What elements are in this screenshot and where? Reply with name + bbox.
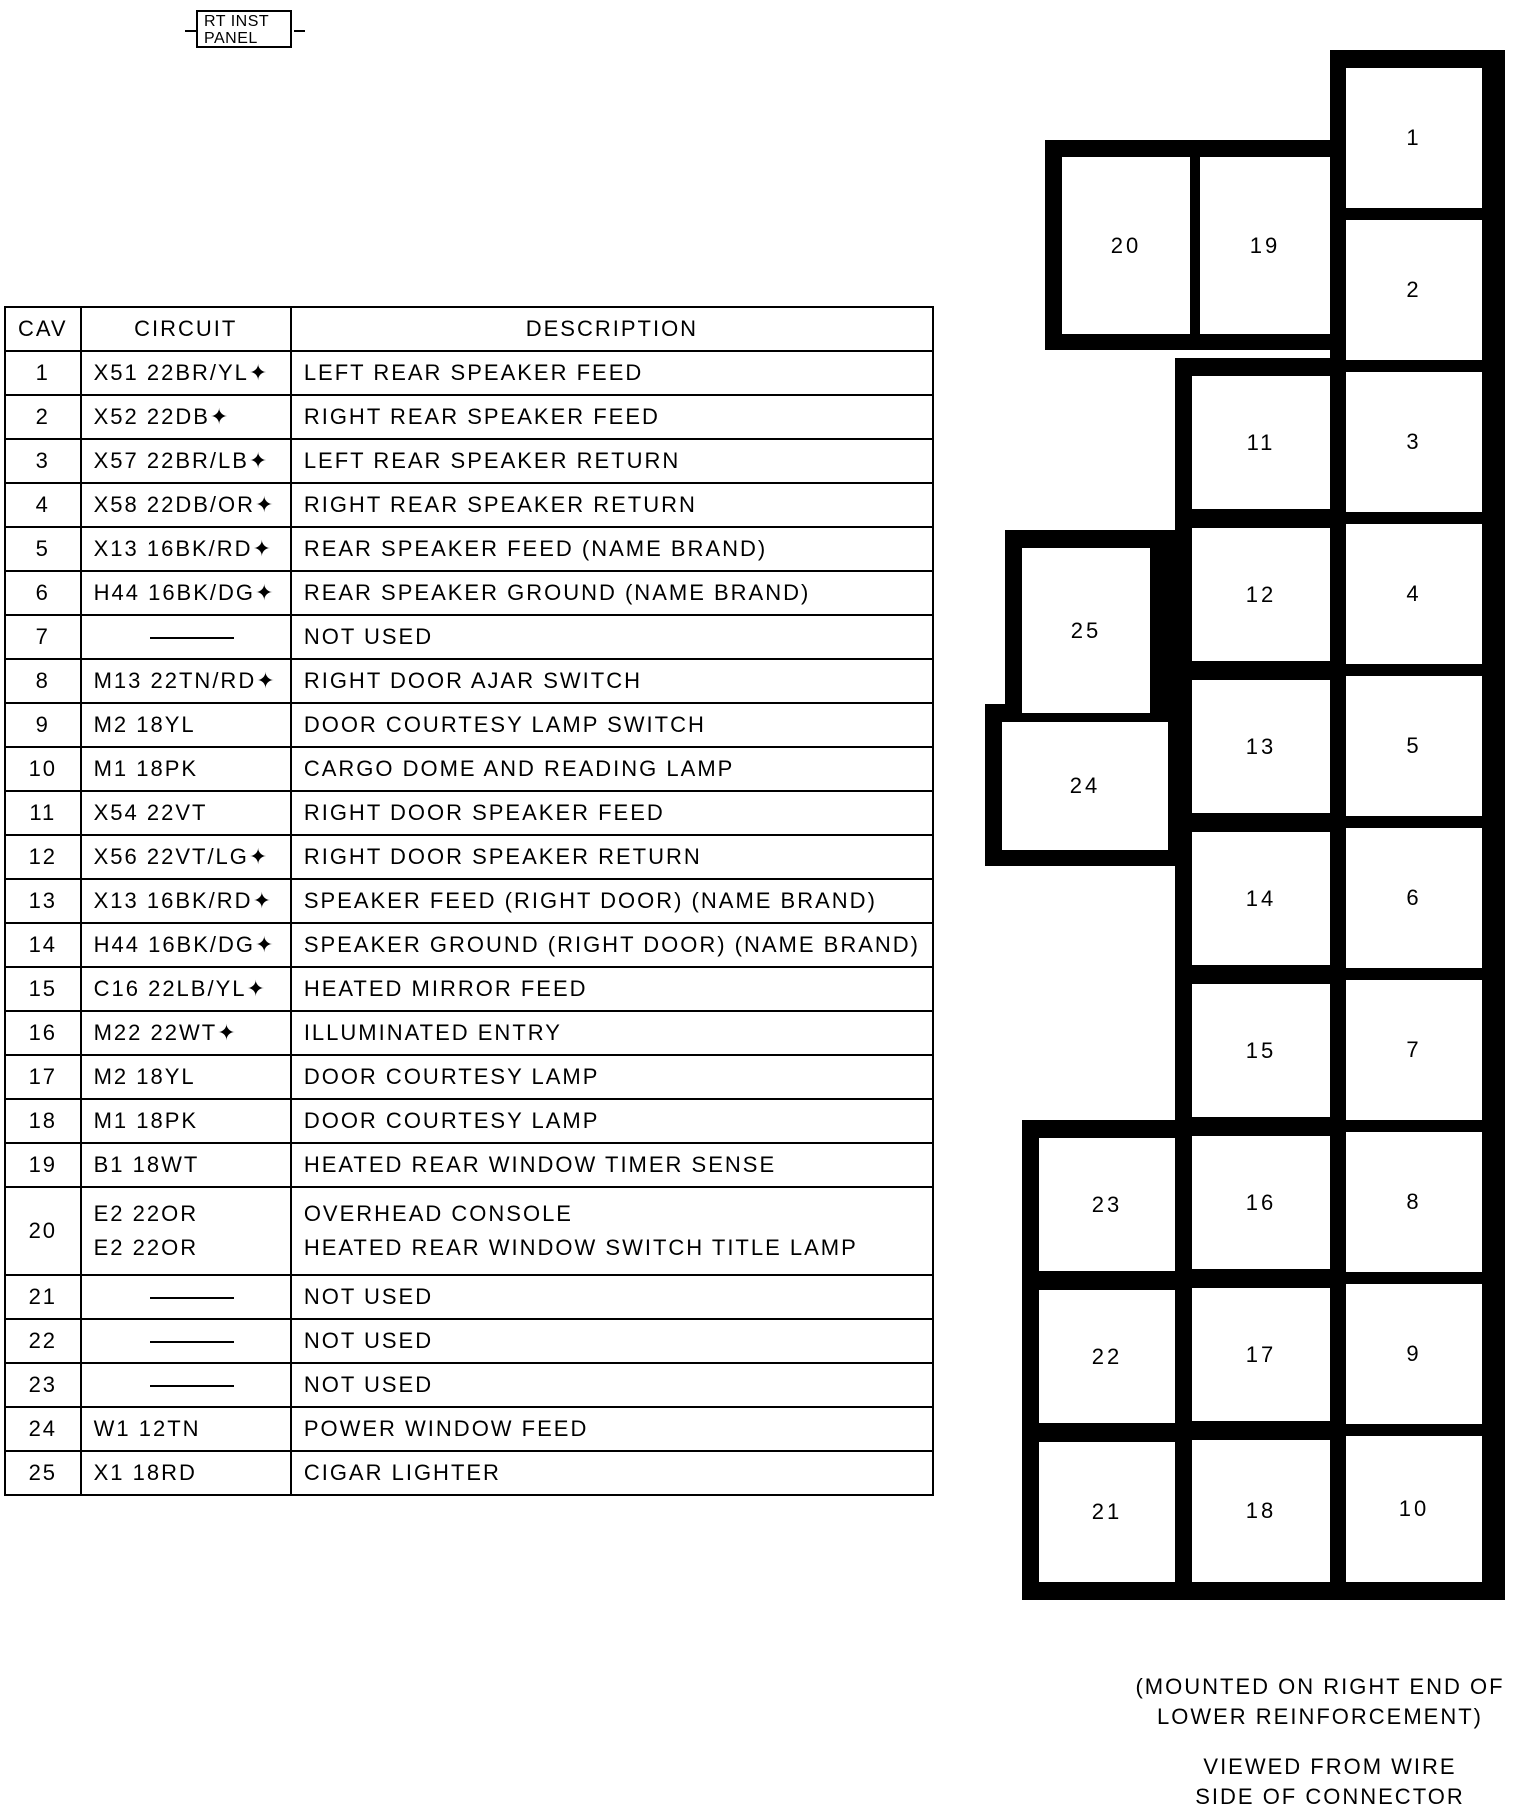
circuit-cell: X1 18RD [81,1451,291,1495]
cav-cell: 14 [5,923,81,967]
table-header-row [5,307,933,351]
circuit-cell: M2 18YL [81,703,291,747]
description-cell: RIGHT DOOR SPEAKER FEED [291,791,933,835]
cav-cell: 4 [5,483,81,527]
cavity-table [4,306,934,1496]
tag-line-2: PANEL [204,30,258,47]
description-cell: RIGHT DOOR AJAR SWITCH [291,659,933,703]
panel-tag [185,10,305,52]
circuit-cell [81,1275,291,1319]
cavity-19: 19 [1200,157,1330,334]
circuit-cell: W1 12TN [81,1407,291,1451]
view-note-line-1: VIEWED FROM WIRE [1203,1754,1457,1779]
circuit-line: E2 22OR [93,1235,199,1260]
description-cell: NOT USED [291,1363,933,1407]
table-row [5,395,933,439]
tag-box [196,10,292,48]
header-circuit: CIRCUIT [81,307,291,351]
table-row [5,1275,933,1319]
cav-cell: 8 [5,659,81,703]
mounting-note-line-2: LOWER REINFORCEMENT) [1157,1704,1483,1729]
circuit-cell: X58 22DB/OR✦ [81,483,291,527]
table-row [5,923,933,967]
table-row [5,747,933,791]
description-line: HEATED REAR WINDOW SWITCH TITLE LAMP [303,1235,858,1260]
circuit-cell: H44 16BK/DG✦ [81,571,291,615]
circuit-cell: C16 22LB/YL✦ [81,967,291,1011]
cavity-12: 12 [1192,528,1330,661]
table-row [5,527,933,571]
table-row [5,1451,933,1495]
cavity-21: 21 [1039,1442,1175,1582]
cavity-11: 11 [1192,376,1330,509]
cavity-24: 24 [1002,722,1168,850]
cav-cell: 12 [5,835,81,879]
cav-cell: 21 [5,1275,81,1319]
cavity-8: 8 [1346,1132,1482,1272]
cavity-10: 10 [1346,1436,1482,1582]
description-cell: SPEAKER GROUND (RIGHT DOOR) (NAME BRAND) [291,923,933,967]
cav-cell: 10 [5,747,81,791]
circuit-cell: X13 16BK/RD✦ [81,527,291,571]
cavity-9: 9 [1346,1284,1482,1424]
empty-circuit-dash [150,1385,234,1387]
header-description: DESCRIPTION [291,307,933,351]
description-cell: REAR SPEAKER GROUND (NAME BRAND) [291,571,933,615]
circuit-cell [81,1319,291,1363]
cavity-7: 7 [1346,980,1482,1120]
description-cell: DOOR COURTESY LAMP SWITCH [291,703,933,747]
cavity-23: 23 [1039,1138,1175,1271]
cav-cell: 9 [5,703,81,747]
cavity-13: 13 [1192,680,1330,813]
cav-cell: 22 [5,1319,81,1363]
description-cell: POWER WINDOW FEED [291,1407,933,1451]
cavity-4: 4 [1346,524,1482,664]
table-row [5,1187,933,1275]
table-row [5,1407,933,1451]
circuit-cell: M1 18PK [81,1099,291,1143]
mounting-note-line-1: (MOUNTED ON RIGHT END OF [1135,1674,1505,1699]
cavity-20: 20 [1062,157,1190,334]
circuit-cell: B1 18WT [81,1143,291,1187]
cav-cell: 11 [5,791,81,835]
table-row [5,835,933,879]
cav-cell: 3 [5,439,81,483]
description-cell: LEFT REAR SPEAKER FEED [291,351,933,395]
table-row [5,439,933,483]
cav-cell: 6 [5,571,81,615]
description-cell: LEFT REAR SPEAKER RETURN [291,439,933,483]
cav-cell: 20 [5,1187,81,1275]
cav-cell: 19 [5,1143,81,1187]
cavity-6: 6 [1346,828,1482,968]
tag-leader-right [294,30,305,32]
description-cell: CIGAR LIGHTER [291,1451,933,1495]
circuit-cell: M13 22TN/RD✦ [81,659,291,703]
table-row [5,703,933,747]
cav-cell: 7 [5,615,81,659]
view-note-line-2: SIDE OF CONNECTOR [1195,1784,1465,1809]
description-cell: ILLUMINATED ENTRY [291,1011,933,1055]
tag-leader-left [185,30,196,32]
circuit-cell: X51 22BR/YL✦ [81,351,291,395]
table-row [5,483,933,527]
description-cell: SPEAKER FEED (RIGHT DOOR) (NAME BRAND) [291,879,933,923]
circuit-cell: M2 18YL [81,1055,291,1099]
table-row [5,1319,933,1363]
table-row [5,967,933,1011]
description-cell: REAR SPEAKER FEED (NAME BRAND) [291,527,933,571]
cav-cell: 18 [5,1099,81,1143]
cavity-1: 1 [1346,68,1482,208]
description-cell: CARGO DOME AND READING LAMP [291,747,933,791]
description-cell: NOT USED [291,615,933,659]
cavity-22: 22 [1039,1290,1175,1423]
cav-cell: 16 [5,1011,81,1055]
cavity-15: 15 [1192,984,1330,1117]
cavity-16: 16 [1192,1136,1330,1269]
cavity-3: 3 [1346,372,1482,512]
cavity-5: 5 [1346,676,1482,816]
table-row [5,351,933,395]
cav-cell: 2 [5,395,81,439]
description-cell: RIGHT REAR SPEAKER FEED [291,395,933,439]
cavity-17: 17 [1192,1288,1330,1421]
description-cell: HEATED REAR WINDOW TIMER SENSE [291,1143,933,1187]
description-cell: HEATED MIRROR FEED [291,967,933,1011]
cavity-14: 14 [1192,832,1330,965]
circuit-cell: M1 18PK [81,747,291,791]
circuit-line: E2 22OR [93,1201,199,1226]
description-line: OVERHEAD CONSOLE [303,1201,573,1226]
table-row [5,1011,933,1055]
description-cell: DOOR COURTESY LAMP [291,1099,933,1143]
view-note [1130,1752,1530,1812]
table-row [5,1099,933,1143]
circuit-cell: M22 22WT✦ [81,1011,291,1055]
table-row [5,879,933,923]
circuit-cell: X57 22BR/LB✦ [81,439,291,483]
empty-circuit-dash [150,1297,234,1299]
circuit-cell [81,1187,291,1275]
table-row [5,791,933,835]
circuit-cell [81,1363,291,1407]
cav-cell: 17 [5,1055,81,1099]
tag-line-1: RT INST [204,13,270,30]
header-cav: CAV [5,307,81,351]
table-body [5,351,933,1495]
table-row [5,1363,933,1407]
circuit-cell: H44 16BK/DG✦ [81,923,291,967]
cav-cell: 5 [5,527,81,571]
table-row [5,571,933,615]
cav-cell: 25 [5,1451,81,1495]
circuit-cell: X13 16BK/RD✦ [81,879,291,923]
empty-circuit-dash [150,637,234,639]
cav-cell: 23 [5,1363,81,1407]
description-cell: NOT USED [291,1275,933,1319]
table-row [5,659,933,703]
description-cell: DOOR COURTESY LAMP [291,1055,933,1099]
table-row [5,1055,933,1099]
table-row [5,1143,933,1187]
circuit-cell: X56 22VT/LG✦ [81,835,291,879]
description-cell: RIGHT DOOR SPEAKER RETURN [291,835,933,879]
cav-cell: 13 [5,879,81,923]
description-cell: RIGHT REAR SPEAKER RETURN [291,483,933,527]
description-cell: NOT USED [291,1319,933,1363]
circuit-cell: X54 22VT [81,791,291,835]
table-row [5,615,933,659]
cav-cell: 24 [5,1407,81,1451]
empty-circuit-dash [150,1341,234,1343]
cav-cell: 1 [5,351,81,395]
cavity-2: 2 [1346,220,1482,360]
cavity-25: 25 [1022,548,1150,713]
mounting-note [1120,1672,1520,1732]
circuit-cell [81,615,291,659]
cav-cell: 15 [5,967,81,1011]
cavity-18: 18 [1192,1440,1330,1582]
circuit-cell: X52 22DB✦ [81,395,291,439]
description-cell [291,1187,933,1275]
